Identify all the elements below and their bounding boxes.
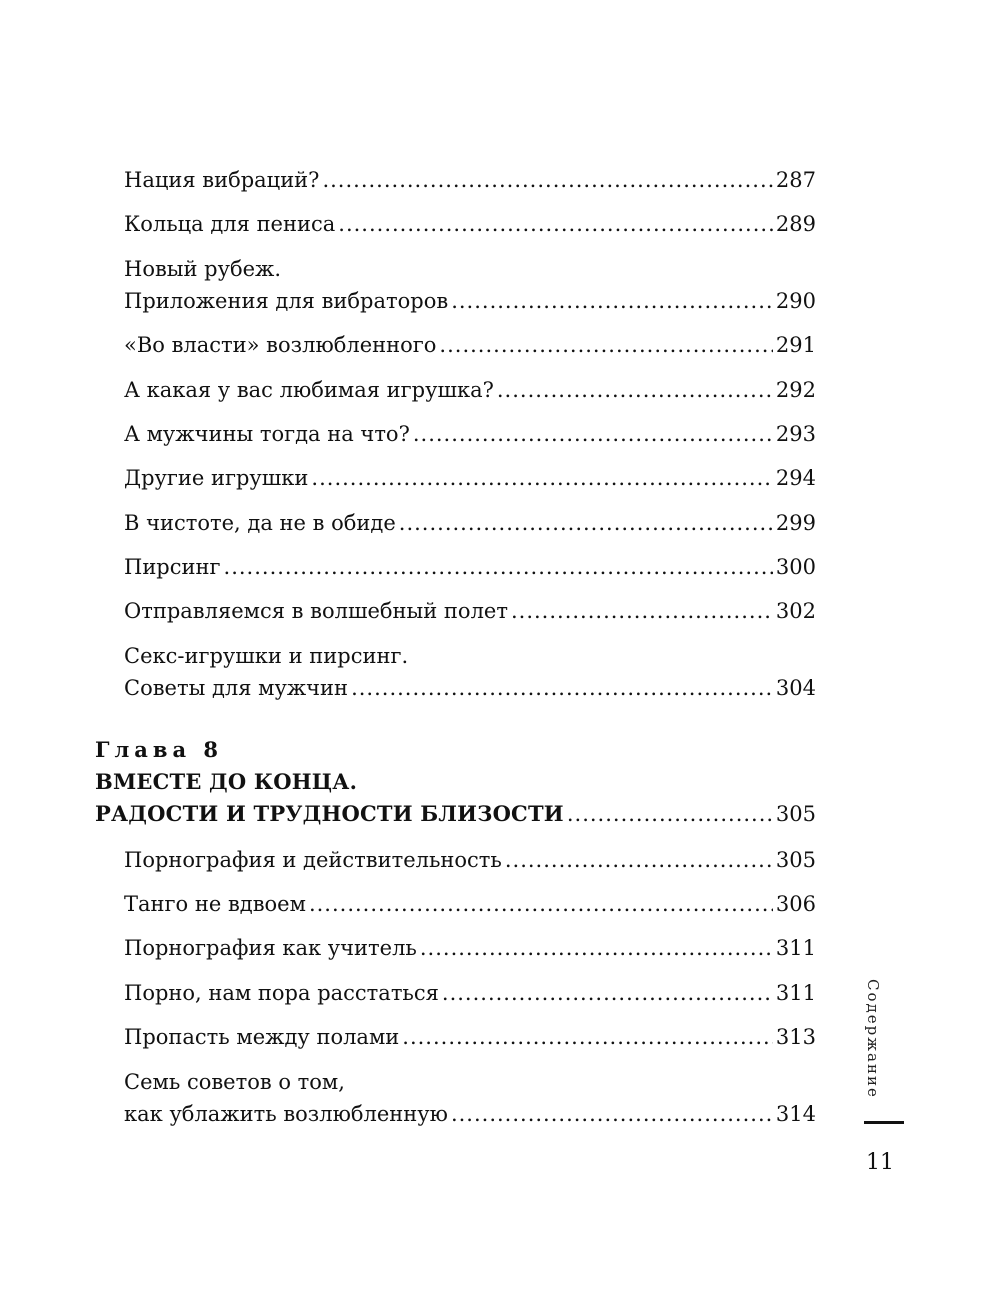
toc-entry-page: 290 xyxy=(775,289,816,313)
toc-entry-title: А мужчины тогда на что? xyxy=(124,422,410,446)
dot-leader xyxy=(311,462,772,494)
toc-entry-page: 292 xyxy=(775,378,816,402)
toc-entry-title: Отправляемся в волшебный полет xyxy=(124,599,508,623)
toc-entry-page: 287 xyxy=(775,168,816,192)
toc-entry xyxy=(124,253,816,317)
toc-entry-title: Другие игрушки xyxy=(124,466,309,490)
dot-leader xyxy=(511,595,773,627)
toc-entry-title-line: Новый рубеж. xyxy=(124,257,282,281)
toc-entry xyxy=(124,551,816,583)
page-number: 11 xyxy=(866,1150,894,1175)
chapter-page: 305 xyxy=(775,802,816,826)
toc-entry xyxy=(124,208,816,240)
toc-entry xyxy=(124,329,816,361)
toc-entry-page: 300 xyxy=(775,555,816,579)
toc-entry-title: В чистоте, да не в обиде xyxy=(124,511,396,535)
chapter-title-line: ВМЕСТЕ ДО КОНЦА. xyxy=(95,769,358,794)
toc-entry xyxy=(124,1066,816,1130)
toc-entry-page: 305 xyxy=(775,848,816,872)
toc-entry-page: 291 xyxy=(775,333,816,357)
toc-entry-title: как ублажить возлюбленную xyxy=(124,1102,448,1126)
toc-entry-page: 294 xyxy=(775,466,816,490)
dot-leader xyxy=(442,977,773,1009)
toc-entry-page: 311 xyxy=(775,936,816,960)
chapter-label: Глава 8 xyxy=(95,737,224,762)
toc-entry-page: 299 xyxy=(775,511,816,535)
dot-leader xyxy=(439,329,772,361)
toc-entry xyxy=(124,507,816,539)
toc-entry xyxy=(124,1021,816,1053)
toc-entry xyxy=(124,418,816,450)
toc-entry-page: 314 xyxy=(775,1102,816,1126)
dot-leader xyxy=(399,507,773,539)
toc-entry-title: Порнография как учитель xyxy=(124,936,417,960)
dot-leader xyxy=(451,1098,773,1130)
running-section-label: Содержание xyxy=(864,979,882,1099)
toc-entry xyxy=(124,640,816,704)
dot-leader xyxy=(322,164,772,196)
dot-leader xyxy=(505,844,773,876)
toc-entry-title: Советы для мужчин xyxy=(124,676,349,700)
toc-entry-page: 313 xyxy=(775,1025,816,1049)
dot-leader xyxy=(451,285,773,317)
toc-entry-page: 311 xyxy=(775,981,816,1005)
toc-entry-page: 302 xyxy=(775,599,816,623)
toc-entry-title: Порнография и действительность xyxy=(124,848,502,872)
toc-entry-title: Пирсинг xyxy=(124,555,221,579)
dot-leader xyxy=(351,672,773,704)
toc-entry-title: Приложения для вибраторов xyxy=(124,289,449,313)
toc-entry-title: Танго не вдвоем xyxy=(124,892,306,916)
toc-entry-page: 304 xyxy=(775,676,816,700)
dot-leader xyxy=(497,374,773,406)
toc-entry-title-line: Семь советов о том, xyxy=(124,1070,345,1094)
toc-entry-title: Пропасть между полами xyxy=(124,1025,400,1049)
toc-entry-title: Нация вибраций? xyxy=(124,168,320,192)
chapter-title: РАДОСТИ И ТРУДНОСТИ БЛИЗОСТИ xyxy=(95,801,564,826)
toc-entry xyxy=(124,977,816,1009)
dot-leader xyxy=(567,798,773,830)
dot-leader xyxy=(402,1021,773,1053)
toc-entry xyxy=(124,844,816,876)
toc-entry xyxy=(124,462,816,494)
toc-entry xyxy=(124,374,816,406)
toc-entry xyxy=(124,932,816,964)
dot-leader xyxy=(413,418,773,450)
dot-leader xyxy=(420,932,773,964)
toc-entry-title: А какая у вас любимая игрушка? xyxy=(124,378,494,402)
toc-entry-page: 289 xyxy=(775,212,816,236)
toc-entry-page: 306 xyxy=(775,892,816,916)
chapter-heading xyxy=(95,766,816,830)
toc-entry xyxy=(124,595,816,627)
dot-leader xyxy=(309,888,773,920)
dot-leader xyxy=(338,208,773,240)
toc-entry-title-line: Секс-игрушки и пирсинг. xyxy=(124,644,409,668)
toc-entry xyxy=(124,164,816,196)
toc-entry xyxy=(124,888,816,920)
toc-entry-page: 293 xyxy=(775,422,816,446)
toc-entry-title: Порно, нам пора расстаться xyxy=(124,981,439,1005)
dot-leader xyxy=(224,551,773,583)
toc-entry-title: Кольца для пениса xyxy=(124,212,336,236)
toc-entry-title: «Во власти» возлюбленного xyxy=(124,333,437,357)
margin-rule xyxy=(864,1121,904,1124)
